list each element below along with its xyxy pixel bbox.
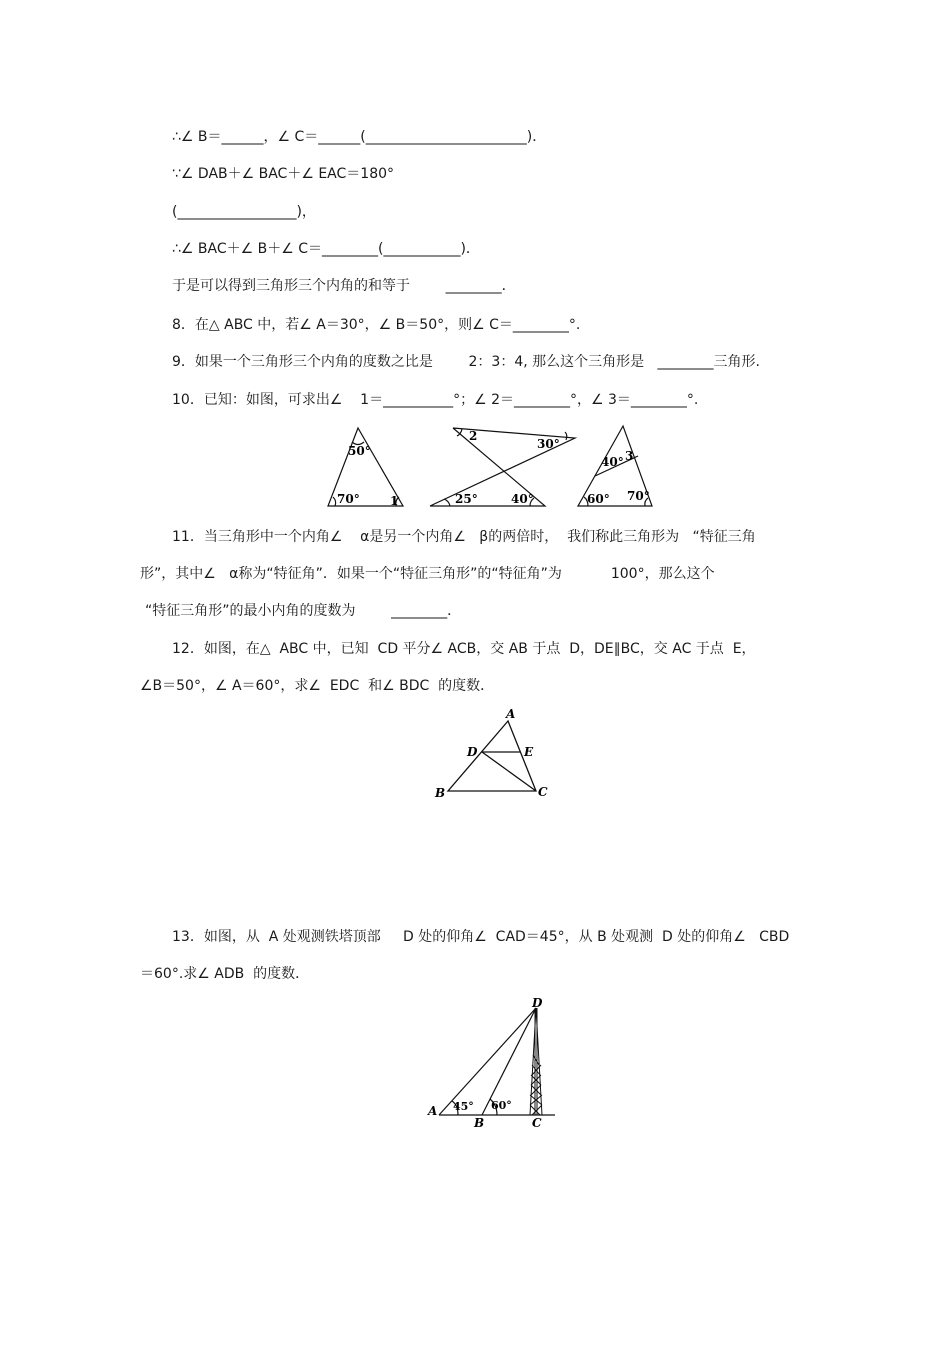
question-11-line-1: 11．当三角形中一个内角∠ α是另一个内角∠ β的两倍时， 我们称此三角形为 “特征三角 [172,529,756,545]
t3-angle-40: 40° [601,455,624,469]
tower [530,1008,542,1115]
t2-angle-40: 40° [511,492,534,506]
proof-line-reason: (_________________)， [172,204,316,220]
proof-line-b-c: ∴∠ B＝______，∠ C＝______(_______________________)． [172,129,547,145]
proof-line-conclusion: ∴∠ BAC＋∠ B＋∠ C＝________(___________)． [172,241,480,257]
question-9: 9．如果一个三角形三个内角的度数之比是 2：3：4, 那么这个三角形是 ________三角形. [172,354,760,370]
t1-left-angle: 70° [337,492,360,506]
point-A: A [506,707,516,721]
point-C: C [538,785,548,799]
point-A-13: A [428,1104,438,1118]
question-11-line-3: “特征三角形”的最小内角的度数为 ________． [145,603,462,619]
figure-12 [430,705,550,800]
t2-angle-25: 25° [455,492,478,506]
question-12-line-2: ∠B＝50°，∠ A＝60°，求∠ EDC 和∠ BDC 的度数． [140,678,495,694]
point-E: E [524,745,534,759]
proof-line-summary: 于是可以得到三角形三个内角的和等于 ________． [172,278,516,294]
t3-label-3: 3 [625,449,634,463]
proof-line-angle-sum: ∵∠ DAB＋∠ BAC＋∠ EAC＝180° [172,166,395,182]
t3-angle-70: 70° [627,489,650,503]
t2-angle-30: 30° [537,437,560,451]
t2-label-2: 2 [469,429,478,443]
point-B-13: B [474,1116,485,1130]
question-10: 10．已知：如图，可求出∠ 1＝__________°；∠ 2＝________°，∠ 3＝________°. [172,392,699,408]
question-8: 8．在△ ABC 中，若∠ A＝30°，∠ B＝50°，则∠ C＝________°. [172,317,581,333]
t1-label-1: 1 [390,494,399,508]
question-11-line-2: 形”，其中∠ α称为“特征角”．如果一个“特征三角形”的“特征角”为 100°，那么这个 [140,566,715,582]
question-13-line-1: 13．如图，从 A 处观测铁塔顶部 D 处的仰角∠ CAD＝45°，从 B 处观测 D 处的仰角∠ CBD [172,929,790,945]
figure-13 [425,995,565,1130]
figure-10 [325,420,665,512]
angle-60: 60° [491,1099,512,1112]
question-13-line-2: ＝60°.求∠ ADB 的度数． [140,966,310,982]
angle-45: 45° [453,1100,474,1113]
point-D-13: D [532,996,543,1010]
point-C-13: C [532,1116,542,1130]
point-B: B [435,786,446,800]
point-D: D [467,745,478,759]
t3-angle-60: 60° [587,492,610,506]
t1-top-angle: 50° [348,444,371,458]
question-12-line-1: 12．如图，在△ ABC 中，已知 CD 平分∠ ACB，交 AB 于点 D，DE∥BC，交 AC 于点 E， [172,641,756,657]
